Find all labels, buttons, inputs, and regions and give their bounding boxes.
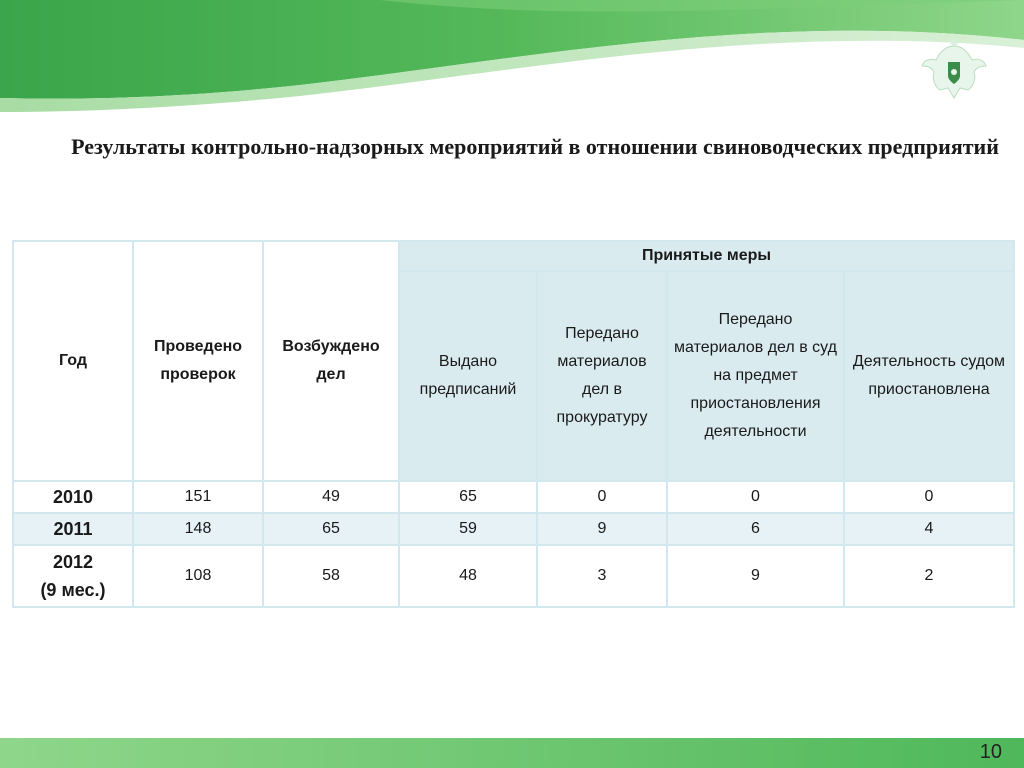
header-orders: Выдано предписаний [399, 271, 537, 481]
page-number: 10 [979, 741, 1002, 763]
inspection-results-table [12, 240, 1015, 608]
year-cell: 2011 [13, 513, 133, 545]
table-row [13, 513, 1014, 545]
cases-cell: 65 [263, 513, 399, 545]
orders-cell: 48 [399, 545, 537, 607]
inspections-cell: 148 [133, 513, 263, 545]
header-inspections: Проведено проверок [133, 241, 263, 481]
court-cell: 0 [667, 481, 844, 513]
prosecutor-cell: 9 [537, 513, 667, 545]
inspections-cell: 108 [133, 545, 263, 607]
cases-cell: 58 [263, 545, 399, 607]
suspended-cell: 0 [844, 481, 1014, 513]
table-row [13, 545, 1014, 607]
footer-banner [0, 738, 1024, 768]
header-cases: Возбуждено дел [263, 241, 399, 481]
header-measures: Принятые меры [399, 241, 1014, 271]
year-cell [13, 545, 133, 607]
header-banner [0, 0, 1024, 130]
suspended-cell: 2 [844, 545, 1014, 607]
orders-cell: 65 [399, 481, 537, 513]
header-year: Год [13, 241, 133, 481]
prosecutor-cell: 3 [537, 545, 667, 607]
table-row [13, 481, 1014, 513]
coat-of-arms-emblem [918, 32, 990, 104]
prosecutor-cell: 0 [537, 481, 667, 513]
header-suspended: Деятельность судом приостановлена [844, 271, 1014, 481]
cases-cell: 49 [263, 481, 399, 513]
court-cell: 9 [667, 545, 844, 607]
year-note: (9 мес.) [40, 580, 106, 600]
year-cell: 2010 [13, 481, 133, 513]
suspended-cell: 4 [844, 513, 1014, 545]
header-prosecutor: Передано материалов дел в прокуратуру [537, 271, 667, 481]
year-value: 2012 [52, 552, 94, 572]
orders-cell: 59 [399, 513, 537, 545]
header-court: Передано материалов дел в суд на предмет приостановления деятельности [667, 271, 844, 481]
page-title: Результаты контрольно-надзорных мероприятий в отношении свиноводческих предприятий [71, 134, 999, 159]
court-cell: 6 [667, 513, 844, 545]
inspections-cell: 151 [133, 481, 263, 513]
